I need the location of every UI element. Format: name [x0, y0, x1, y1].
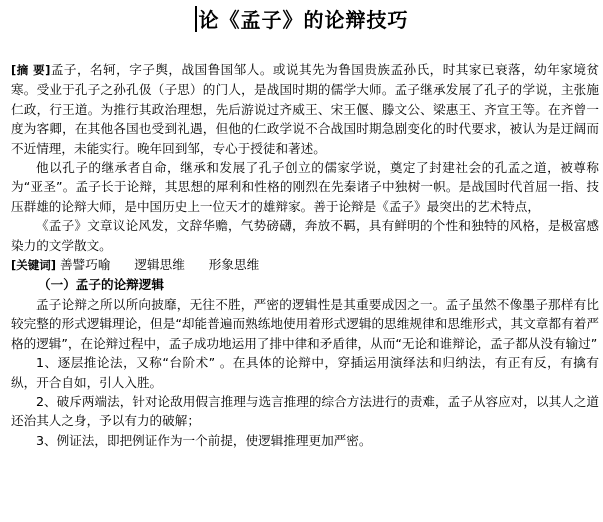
title-area [0, 4, 603, 34]
keyword-item: 善譬巧喻 [60, 257, 111, 273]
document-body [11, 60, 599, 450]
keyword-item: 逻辑思维 [134, 257, 185, 273]
body-paragraph: 他以孔子的继承者自命，继承和发展了孔子创立的儒家学说，奠定了封建社会的孔孟之道，被尊称为“亚圣”。孟子长于论辩，其思想的犀利和性格的刚烈在先秦诸子中独树一帜。是战国时代首屈一指、技压群雄的论辩大师，是中国历史上一位天才的雄辩家。善于论辩是《孟子》最突出的艺术特点， [11, 160, 599, 214]
section-point: 3、例证法，即把例证作为一个前提，使逻辑推理更加严密。 [36, 432, 372, 448]
text-cursor [195, 6, 197, 32]
keywords-label: [关键词] [11, 258, 57, 273]
abstract-text: 孟子，名轲，字子舆，战国鲁国邹人。或说其先为鲁国贵族孟孙氏，时其家已衰落，幼年家境贫寒。受业于孔子之孙孔伋（子思）的门人，是战国时期的儒学大师。孟子继承发展了孔子的学说，主张施仁政，行王道。为推行其政治理想，先后游说过齐威王、宋王偃、滕文公、梁惠王、齐宣王等。在齐曾一度为客卿，在其他各国也受到礼遇，但他的仁政学说不合战国时期急剧变化的时代要求，被认为是迂阔而不近情理，未能实行。晚年回到邹，专心于授徒和著述。 [11, 62, 600, 156]
section-heading: （一）孟子的论辩逻辑 [38, 277, 164, 293]
abstract-paragraph [11, 60, 599, 158]
section-point: 1、逐层推论法，又称“台阶术” 。在具体的论辩中，穿插运用演绎法和归纳法，有正有反，有擒有纵，开合自如，引人入胜。 [11, 355, 599, 390]
document-title: 论《孟子》的论辩技巧 [198, 8, 409, 32]
section-point: 2、破斥两端法，针对论敌用假言推理与选言推理的综合方法进行的责难，孟子从容应对，以其人之道还治其人之身，予以有力的破解； [11, 393, 599, 429]
body-paragraph: 《孟子》文章议论风发，文辞华赡，气势磅礴，奔放不羁，具有鲜明的个性和独特的风格，是极富感染力的文学散文。 [11, 218, 599, 253]
keyword-item: 形象思维 [208, 257, 260, 273]
keywords-line [11, 255, 599, 275]
section-intro-paragraph: 孟子论辩之所以所向披靡，无往不胜，严密的逻辑性是其重要成因之一。孟子虽然不像墨子那样有比较完整的形式逻辑理论，但是“却能普遍而熟练地使用着形式逻辑的思维规律和思维形式，其文章都有着严格的逻辑”，在论辩过程中，孟子成功地运用了排中律和矛盾律，从而“无论和谁辩论，孟子都从没有输过” [11, 296, 599, 351]
abstract-label: [摘 要] [11, 63, 51, 77]
